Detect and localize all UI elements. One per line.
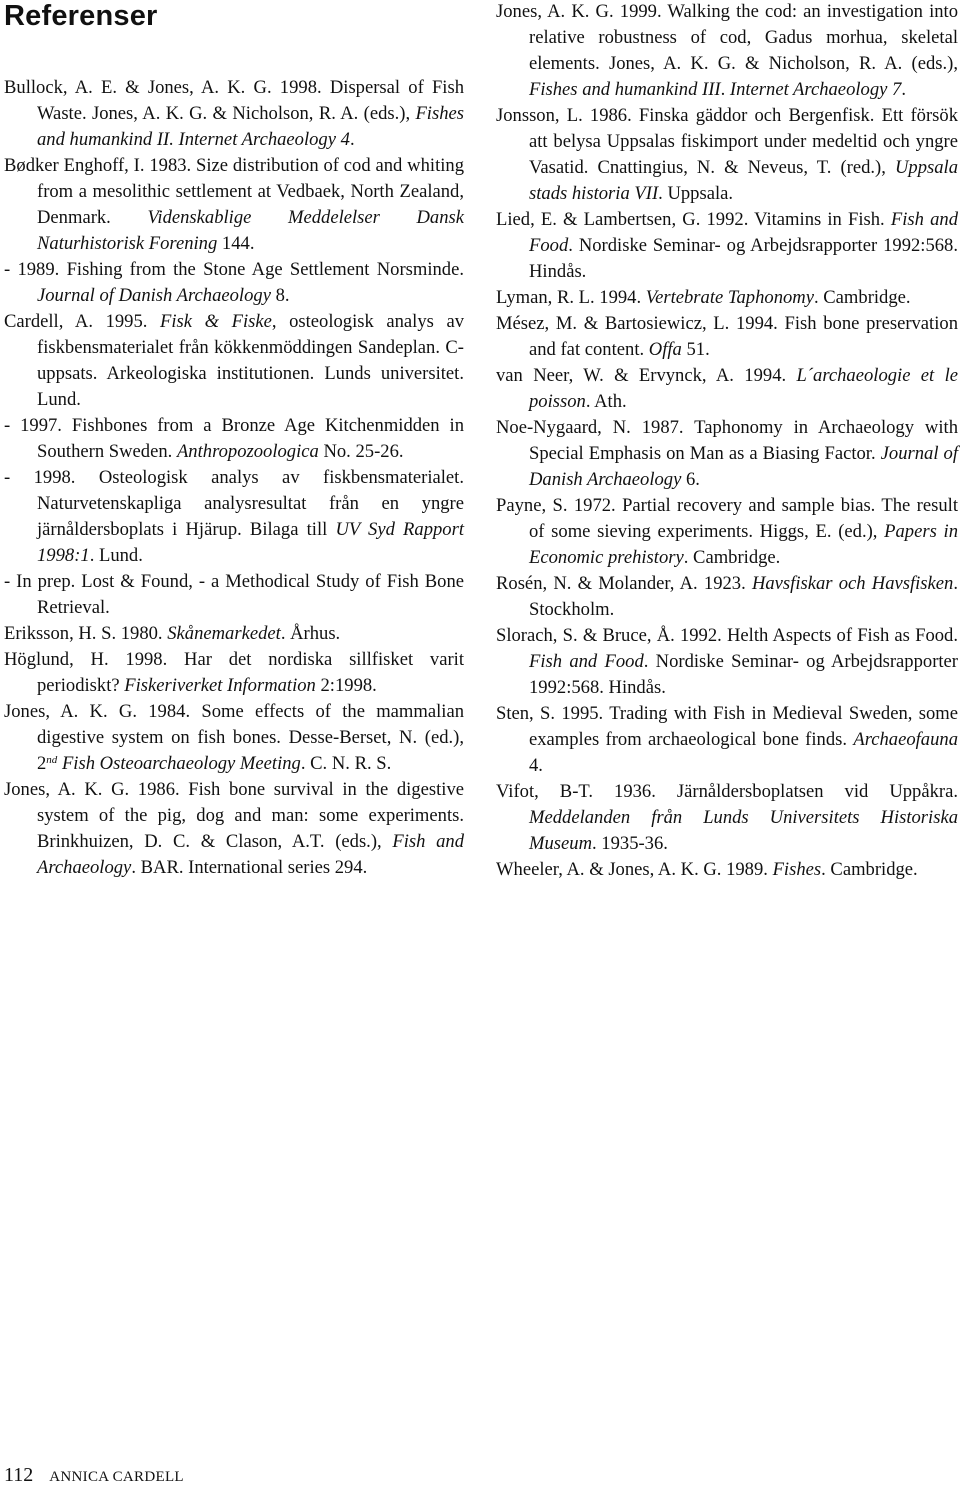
reference-entry: Vifot, B-T. 1936. Järnåldersboplatsen vid Uppåkra. Meddelanden från Lunds Universitets Historiska Museum. 1935-36. [496,781,958,854]
reference-entry: van Neer, W. & Ervynck, A. 1994. L´archaeologie et le poisson. Ath. [496,365,958,412]
reference-entry: Bullock, A. E. & Jones, A. K. G. 1998. Dispersal of Fish Waste. Jones, A. K. G. & Nicholson, R. A. (eds.), Fishes and humankind II. Internet Archaeology 4. [4,77,464,150]
reference-entry: Eriksson, H. S. 1980. Skånemarkedet. Århus. [4,623,341,644]
reference-entry: Wheeler, A. & Jones, A. K. G. 1989. Fishes. Cambridge. [496,859,918,880]
reference-entry: Jones, A. K. G. 1999. Walking the cod: an investigation into relative robustness of cod, Gadus morhua, skeletal elements. Jones, A. K. G. & Nicholson, R. A. (eds.), Fishes and humankind III. Internet Archaeology 7. [496,1,958,100]
reference-entry: Jonsson, L. 1986. Finska gäddor och Bergenfisk. Ett försök att belysa Uppsalas fiskimport under medeltid och yngre Vasatid. Cnattingius, N. & Neveus, T. (red.), Uppsala stads historia VII. Uppsala. [496,105,958,204]
reference-entry: - In prep. Lost & Found, - a Methodical Study of Fish Bone Retrieval. [4,571,464,618]
reference-entry: Jones, A. K. G. 1986. Fish bone survival in the digestive system of the pig, dog and man: some experiments. Brinkhuizen, D. C. & Clason, A.T. (eds.), Fish and Archaeology. BAR. International series 294. [4,779,464,878]
reference-entry: Höglund, H. 1998. Har det nordiska sillfisket varit periodiskt? Fiskeriverket Information 2:1998. [4,649,464,696]
reference-entry: Slorach, S. & Bruce, Å. 1992. Helth Aspects of Fish as Food. Fish and Food. Nordiske Seminar- og Arbejdsrapporter 1992:568. Hindås. [496,625,959,698]
reference-entry: Bødker Enghoff, I. 1983. Size distribution of cod and whiting from a mesolithic settlement at Vedbaek, North Zealand, Denmark. Videnskablige Meddelelser Dansk Naturhistorisk Forening 144. [4,155,464,254]
reference-entry: Sten, S. 1995. Trading with Fish in Medieval Sweden, some examples from archaeological bone finds. Archaeofauna 4. [496,703,958,776]
reference-entry: Payne, S. 1972. Partial recovery and sample bias. The result of some sieving experiments. Higgs, E. (ed.), Papers in Economic prehistory. Cambridge. [496,495,958,568]
reference-entry: - 1989. Fishing from the Stone Age Settlement Norsminde. Journal of Danish Archaeology 8. [4,259,464,306]
reference-entry: Cardell, A. 1995. Fisk & Fiske, osteologisk analys av fiskbensmaterialet från kökkenmöddingen Sandeplan. C-uppsats. Arkeologiska institutionen. Lunds universitet. Lund. [4,311,464,410]
reference-entry: Noe-Nygaard, N. 1987. Taphonomy in Archaeology with Special Emphasis on Man as a Biasing Factor. Journal of Danish Archaeology 6. [496,417,958,490]
references-left-column [4,75,464,881]
reference-entry: Mésez, M. & Bartosiewicz, L. 1994. Fish bone preservation and fat content. Offa 51. [496,313,958,360]
reference-entry: Lied, E. & Lambertsen, G. 1992. Vitamins in Fish. Fish and Food. Nordiske Seminar- og Arbejdsrapporter 1992:568. Hindås. [496,209,958,282]
reference-entry: Jones, A. K. G. 1984. Some effects of the mammalian digestive system on fish bones. Desse-Berset, N. (ed.), 2nd Fish Osteoarchaeology Meeting. C. N. R. S. [4,701,464,774]
page-number: 112 [4,1464,34,1486]
running-author: ANNICA CARDELL [49,1469,184,1485]
reference-entry: Lyman, R. L. 1994. Vertebrate Taphonomy. Cambridge. [496,287,911,308]
reference-entry: - 1997. Fishbones from a Bronze Age Kitchenmidden in Southern Sweden. Anthropozoologica No. 25-26. [4,415,464,462]
reference-entry: - 1998. Osteologisk analys av fiskbensmaterialet. Naturvetenskapliga analysresultat från en yngre järnåldersboplats i Hjärup. Bilaga till UV Syd Rapport 1998:1. Lund. [4,467,464,566]
page-heading: Referenser [4,0,158,32]
page-footer [4,1464,184,1487]
references-right-column [496,0,958,883]
reference-entry: Rosén, N. & Molander, A. 1923. Havsfiskar och Havsfisken. Stockholm. [496,573,959,620]
